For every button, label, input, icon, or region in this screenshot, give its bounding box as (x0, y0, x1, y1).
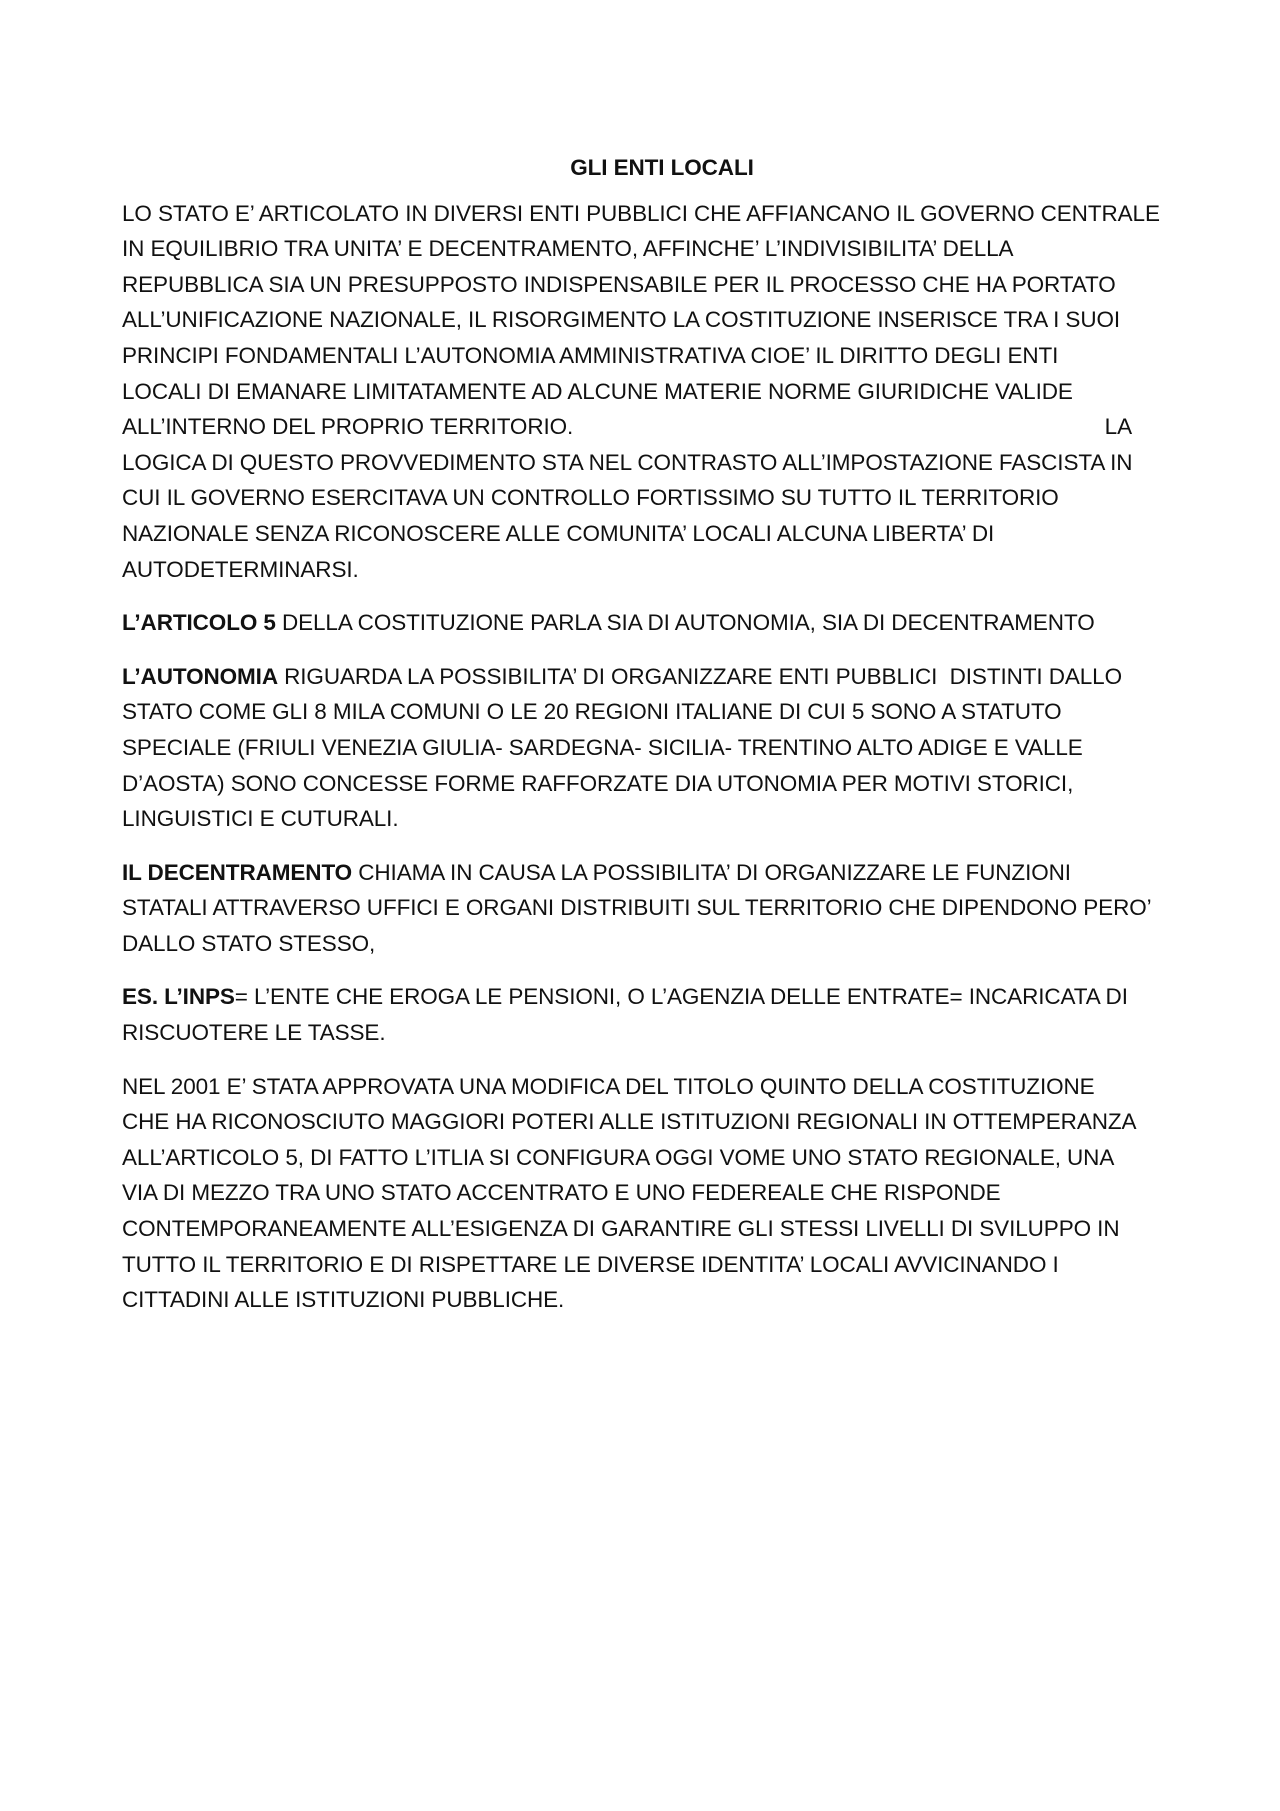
text-fragment: LA (1104, 414, 1132, 440)
paragraph-intro (122, 196, 1162, 588)
document-body (122, 150, 1162, 1336)
paragraph-riforma-2001 (122, 1069, 1162, 1318)
bold-term: L’AUTONOMIA (122, 663, 278, 689)
text-fragment: = L’ENTE CHE EROGA LE PENSIONI, O L’AGENZIA DELLE ENTRATE= INCARICATA DI (234, 984, 1128, 1010)
text-line: NAZIONALE SENZA RICONOSCERE ALLE COMUNITA’ LOCALI ALCUNA LIBERTA’ DI (122, 520, 995, 546)
text-line: CUI IL GOVERNO ESERCITAVA UN CONTROLLO FORTISSIMO SU TUTTO IL TERRITORIO (122, 485, 1059, 511)
text-line: LOGICA DI QUESTO PROVVEDIMENTO STA NEL CONTRASTO ALL’IMPOSTAZIONE FASCISTA IN (122, 449, 1133, 475)
bold-term: ES. L’INPS (122, 984, 235, 1010)
text-line: PRINCIPI FONDAMENTALI L’AUTONOMIA AMMINISTRATIVA CIOE’ IL DIRITTO DEGLI ENTI (122, 342, 1059, 368)
text-line: ALL’UNIFICAZIONE NAZIONALE, IL RISORGIMENTO LA COSTITUZIONE INSERISCE TRA I SUOI (122, 307, 1121, 333)
text-fragment: RIGUARDA LA POSSIBILITA’ DI ORGANIZZARE ENTI PUBBLICI DISTINTI DALLO (277, 663, 1122, 689)
text-line: NEL 2001 E’ STATA APPROVATA UNA MODIFICA DEL TITOLO QUINTO DELLA COSTITUZIONE (122, 1073, 1095, 1099)
text-line (122, 659, 1162, 695)
paragraph-articolo-5 (122, 605, 1162, 641)
text-line: CITTADINI ALLE ISTITUZIONI PUBBLICHE. (122, 1287, 565, 1313)
paragraph-decentramento (122, 855, 1162, 962)
text-line (122, 605, 1162, 641)
paragraph-esempio (122, 979, 1162, 1050)
text-line: IN EQUILIBRIO TRA UNITA’ E DECENTRAMENTO, AFFINCHE’ L’INDIVISIBILITA’ DELLA (122, 236, 1014, 262)
text-line: REPUBBLICA SIA UN PRESUPPOSTO INDISPENSABILE PER IL PROCESSO CHE HA PORTATO (122, 271, 1116, 297)
text-fragment: ALL’INTERNO DEL PROPRIO TERRITORIO. (122, 414, 574, 440)
text-line: VIA DI MEZZO TRA UNO STATO ACCENTRATO E UNO FEDEREALE CHE RISPONDE (122, 1180, 1001, 1206)
text-line: LINGUISTICI E CUTURALI. (122, 806, 399, 832)
text-fragment: DELLA COSTITUZIONE PARLA SIA DI AUTONOMIA, SIA DI DECENTRAMENTO (275, 610, 1095, 636)
text-line (122, 855, 1162, 891)
text-line: CHE HA RICONOSCIUTO MAGGIORI POTERI ALLE ISTITUZIONI REGIONALI IN OTTEMPERANZA (122, 1109, 1137, 1135)
text-line: ALL’ARTICOLO 5, DI FATTO L’ITLIA SI CONFIGURA OGGI VOME UNO STATO REGIONALE, UNA (122, 1144, 1115, 1170)
text-line: D’AOSTA) SONO CONCESSE FORME RAFFORZATE DIA UTONOMIA PER MOTIVI STORICI, (122, 770, 1074, 796)
text-line: TUTTO IL TERRITORIO E DI RISPETTARE LE DIVERSE IDENTITA’ LOCALI AVVICINANDO I (122, 1251, 1059, 1277)
text-line: RISCUOTERE LE TASSE. (122, 1020, 386, 1046)
text-line: AUTODETERMINARSI. (122, 556, 359, 582)
text-line: LOCALI DI EMANARE LIMITATAMENTE AD ALCUNE MATERIE NORME GIURIDICHE VALIDE (122, 378, 1073, 404)
text-line (122, 409, 1132, 445)
text-fragment: CHIAMA IN CAUSA LA POSSIBILITA’ DI ORGANIZZARE LE FUNZIONI (352, 859, 1071, 885)
text-line: STATALI ATTRAVERSO UFFICI E ORGANI DISTRIBUITI SUL TERRITORIO CHE DIPENDONO PERO’ (122, 895, 1152, 921)
bold-term: L’ARTICOLO 5 (122, 610, 276, 636)
text-line: CONTEMPORANEAMENTE ALL’ESIGENZA DI GARANTIRE GLI STESSI LIVELLI DI SVILUPPO IN (122, 1216, 1120, 1242)
text-line: LO STATO E’ ARTICOLATO IN DIVERSI ENTI PUBBLICI CHE AFFIANCANO IL GOVERNO CENTRALE (122, 200, 1160, 226)
text-line: STATO COME GLI 8 MILA COMUNI O LE 20 REGIONI ITALIANE DI CUI 5 SONO A STATUTO (122, 699, 1062, 725)
bold-term: IL DECENTRAMENTO (122, 859, 353, 885)
paragraph-autonomia (122, 659, 1162, 837)
text-line: SPECIALE (FRIULI VENEZIA GIULIA- SARDEGNA- SICILIA- TRENTINO ALTO ADIGE E VALLE (122, 734, 1083, 760)
text-line (122, 979, 1162, 1015)
text-line: DALLO STATO STESSO, (122, 930, 376, 956)
document-title: GLI ENTI LOCALI (570, 155, 754, 180)
